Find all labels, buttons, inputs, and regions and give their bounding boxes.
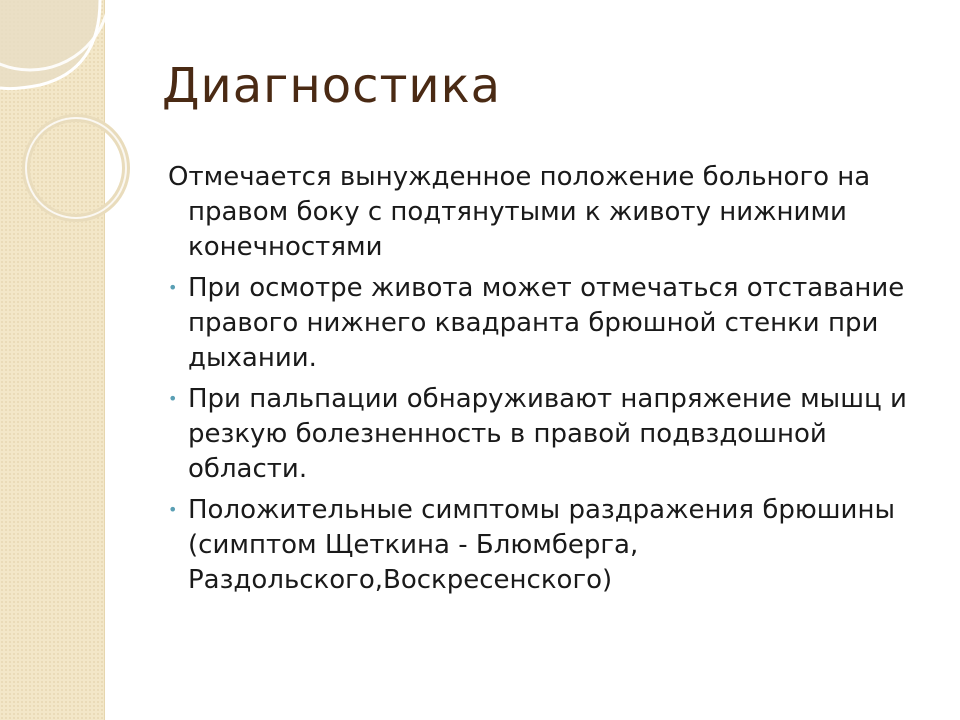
slide-title: Диагностика	[162, 58, 502, 114]
intro-paragraph: Отмечается вынужденное положение больного на правом боку с подтянутыми к животу нижними конечностями	[168, 162, 871, 262]
decorative-circles-graphic	[0, 0, 130, 260]
bullet-text: При осмотре живота может отмечаться отставание правого нижнего квадранта брюшной стенки при дыхании.	[188, 273, 905, 373]
bullet-list	[168, 271, 928, 598]
bullet-item	[168, 493, 928, 598]
bullet-text: Положительные симптомы раздражения брюшины (симптом Щеткина - Блюмберга, Раздольского,Воскресенского)	[188, 495, 895, 595]
bullet-dot-icon: •	[168, 278, 178, 297]
bullet-text: При пальпации обнаруживают напряжение мышц и резкую болезненность в правой подвздошной области.	[188, 384, 907, 484]
bullet-dot-icon: •	[168, 389, 178, 408]
bullet-dot-icon: •	[168, 500, 178, 519]
bullet-item	[168, 271, 928, 376]
bullet-item	[168, 382, 928, 487]
slide-body	[168, 160, 928, 604]
